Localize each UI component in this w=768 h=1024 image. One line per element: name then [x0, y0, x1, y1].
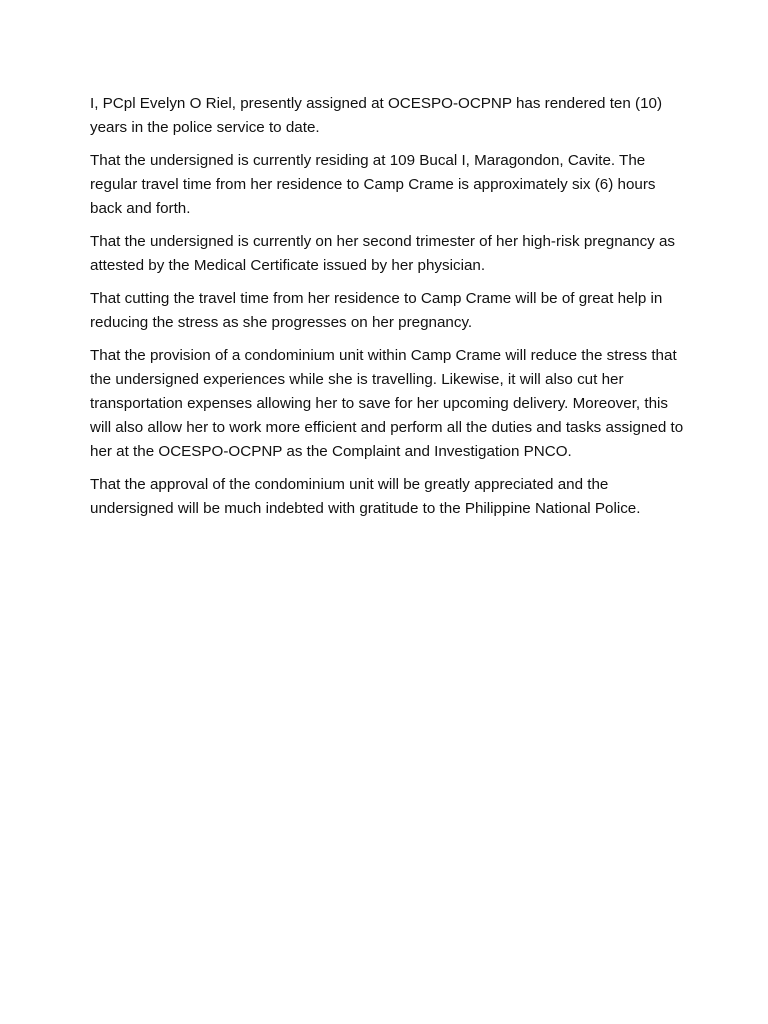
- paragraph-approval-request: That the approval of the condominium unit will be greatly appreciated and the undersigned will be much indebted with gratitude to the Philippine National Police.: [90, 476, 641, 517]
- document-body: [90, 92, 690, 530]
- paragraph-introduction: I, PCpl Evelyn O Riel, presently assigned at OCESPO-OCPNP has rendered ten (10) years in the police service to date.: [90, 95, 663, 136]
- paragraph-travel-time: That cutting the travel time from her residence to Camp Crame will be of great help in reducing the stress as she progresses on her pregnancy.: [90, 290, 663, 331]
- paragraph-condominium-provision: That the provision of a condominium unit within Camp Crame will reduce the stress that the undersigned experiences while she is travelling. Likewise, it will also cut her transportation expenses allowing her to save for her upcoming delivery. Moreover, this will also allow her to work more efficient and perform all the duties and tasks assigned to her at the OCESPO-OCPNP as the Complaint and Investigation PNCO.: [90, 347, 684, 460]
- paragraph-pregnancy: That the undersigned is currently on her second trimester of her high-risk pregnancy as attested by the Medical Certificate issued by her physician.: [90, 233, 676, 274]
- paragraph-residence: That the undersigned is currently residing at 109 Bucal I, Maragondon, Cavite. The regular travel time from her residence to Camp Crame is approximately six (6) hours back and forth.: [90, 152, 656, 217]
